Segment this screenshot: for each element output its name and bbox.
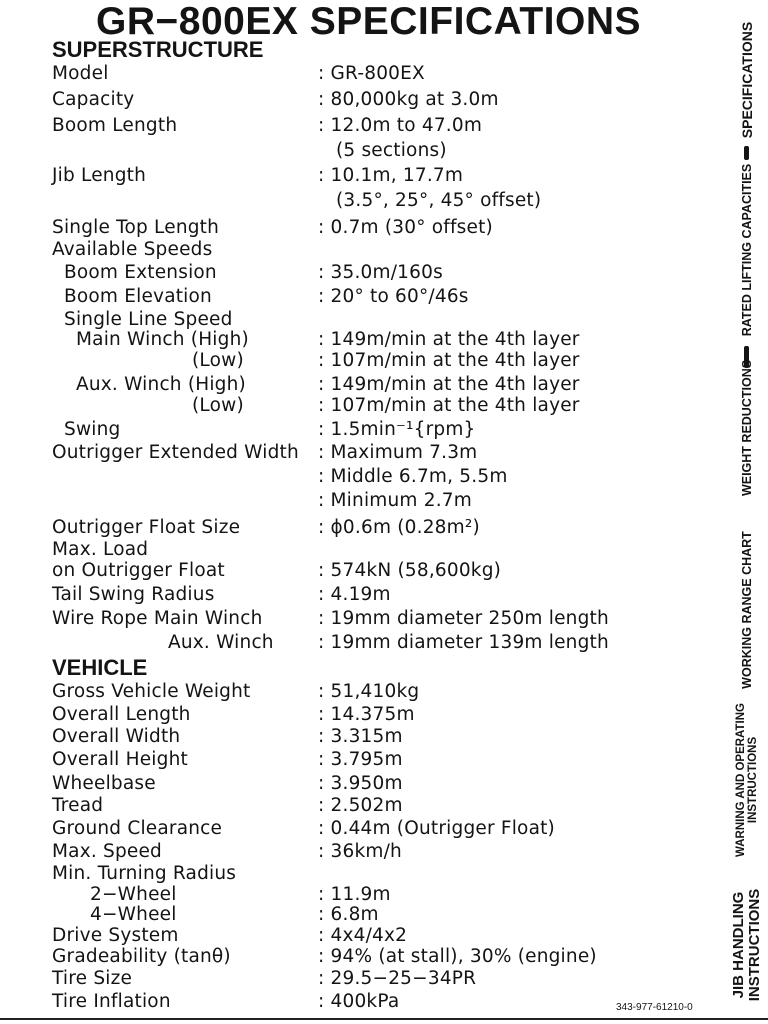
spec-row [0,329,720,351]
spec-row [0,165,720,187]
spec-label: Main Winch (High) [76,329,249,350]
tab-rated-lifting-capacities[interactable]: RATED LIFTING CAPACITIES [740,163,754,337]
spec-value: : 0.44m (Outrigger Float) [318,818,555,840]
spec-label: Boom Elevation [64,286,212,307]
spec-row [0,704,720,726]
spec-label: Drive System [52,925,179,946]
section-index-sidebar [726,0,768,1024]
spec-row [0,632,720,654]
superstructure-heading: SUPERSTRUCTURE [52,37,264,62]
spec-label: Capacity [52,89,135,110]
page-title: GR−800EX SPECIFICATIONS [96,0,642,43]
spec-label: Boom Length [52,115,178,136]
spec-label: Gross Vehicle Weight [52,681,251,702]
spec-value: : 2.502m [318,795,403,817]
spec-label: Single Top Length [52,217,220,238]
spec-value: : 6.8m [318,904,379,926]
spec-label: Available Speeds [52,239,213,260]
spec-row [0,539,720,561]
spec-row [0,63,720,85]
spec-value: : ϕ0.6m (0.28m²) [318,517,480,539]
spec-row [0,818,720,840]
spec-value: : 4.19m [318,584,391,606]
spec-row [0,991,720,1013]
spec-label: Jib Length [52,165,147,186]
spec-value: : 3.315m [318,726,403,748]
spec-row [0,309,720,331]
spec-label: Ground Clearance [52,818,223,839]
spec-label: Tread [52,795,104,816]
spec-value: : 574kN (58,600kg) [318,560,501,582]
spec-row [0,749,720,771]
spec-value: : 107m/min at the 4th layer [318,395,580,417]
spec-value: : 80,000kg at 3.0m [318,89,499,111]
spec-value: : Maximum 7.3m [318,442,477,464]
tab-weight-reductions[interactable]: WEIGHT REDUCTIONS [740,359,754,497]
spec-row [0,681,720,703]
spec-value: : 35.0m/160s [318,262,443,284]
spec-value: : 149m/min at the 4th layer [318,329,580,351]
spec-row [0,584,720,606]
spec-value: : Middle 6.7m, 5.5m [318,466,508,488]
spec-value: (3.5°, 25°, 45° offset) [336,190,542,211]
spec-row [0,140,720,162]
spec-label: 2−Wheel [90,884,177,905]
spec-value: : 10.1m, 17.7m [318,165,463,187]
spec-label: Max. Speed [52,841,163,862]
spec-value: : 14.375m [318,704,415,726]
spec-value: : 3.950m [318,773,403,795]
spec-label: Outrigger Extended Width [52,442,299,463]
spec-label: Outrigger Float Size [52,517,241,538]
spec-row [0,286,720,308]
spec-label: Max. Load [52,539,149,560]
spec-label: Min. Turning Radius [52,863,237,884]
spec-label: Swing [64,419,121,440]
spec-row [0,968,720,990]
spec-value: : 29.5−25−34PR [318,968,476,990]
spec-row [0,442,720,464]
spec-value: : 12.0m to 47.0m [318,115,482,137]
spec-row [0,925,720,947]
spec-value: : 3.795m [318,749,403,771]
spec-value: : 149m/min at the 4th layer [318,374,580,396]
spec-label: Single Line Speed [64,309,233,330]
spec-label: Model [52,63,109,84]
spec-row [0,863,720,885]
spec-value: : 20° to 60°/46s [318,286,469,308]
spec-row [0,795,720,817]
document-code: 343-977-61210-0 [616,1002,693,1013]
bottom-rule [0,1018,768,1020]
spec-value: : 11.9m [318,884,391,906]
spec-row [0,490,720,512]
tab-specifications[interactable]: SPECIFICATIONS [739,21,755,139]
spec-value: : 36km/h [318,841,402,863]
spec-row [0,395,720,417]
tab-warning-and-operating-instructions[interactable]: WARNING AND OPERATING INSTRUCTIONS [735,703,759,857]
spec-row [0,608,720,630]
spec-value: : 107m/min at the 4th layer [318,350,580,372]
spec-row [0,466,720,488]
spec-row [0,946,720,968]
spec-row [0,239,720,261]
spec-value: : Minimum 2.7m [318,490,472,512]
spec-row [0,262,720,284]
spec-row [0,89,720,111]
spec-label: Gradeability (tanθ) [52,946,231,967]
spec-row [0,904,720,926]
spec-label: (Low) [192,350,244,371]
spec-value: : 4x4/4x2 [318,925,407,947]
spec-value: : 1.5min⁻¹{rpm} [318,419,476,441]
spec-row [0,884,720,906]
tab-working-range-chart[interactable]: WORKING RANGE CHART [740,531,754,689]
spec-row [0,115,720,137]
spec-label: Aux. Winch [168,632,274,653]
spec-row [0,773,720,795]
spec-label: Wheelbase [52,773,156,794]
spec-row [0,726,720,748]
tab-jib-handling-instructions[interactable]: JIB HANDLING INSTRUCTIONS [730,888,763,1002]
spec-label: Tail Swing Radius [52,584,215,605]
spec-label: Overall Length [52,704,191,725]
spec-label: Overall Height [52,749,188,770]
spec-row [0,841,720,863]
spec-row [0,419,720,441]
spec-value: : 51,410kg [318,681,419,703]
spec-label: 4−Wheel [90,904,177,925]
spec-row [0,374,720,396]
spec-label: Tire Inflation [52,991,171,1012]
spec-row [0,560,720,582]
spec-label: Overall Width [52,726,181,747]
vehicle-heading: VEHICLE [52,655,148,680]
spec-value: : 19mm diameter 139m length [318,632,609,654]
spec-value: (5 sections) [336,140,447,161]
spec-value: : 0.7m (30° offset) [318,217,493,239]
spec-row [0,350,720,372]
spec-label: Tire Size [52,968,133,989]
spec-value: : 400kPa [318,991,399,1013]
spec-value: : 19mm diameter 250m length [318,608,609,630]
spec-label: on Outrigger Float [52,560,225,581]
tab-separator [744,146,749,160]
spec-label: Aux. Winch (High) [76,374,246,395]
spec-value: : GR-800EX [318,63,425,85]
spec-value: : 94% (at stall), 30% (engine) [318,946,597,968]
spec-row [0,190,720,212]
spec-label: (Low) [192,395,244,416]
spec-label: Wire Rope Main Winch [52,608,263,629]
spec-row [0,517,720,539]
spec-label: Boom Extension [64,262,217,283]
spec-row [0,217,720,239]
